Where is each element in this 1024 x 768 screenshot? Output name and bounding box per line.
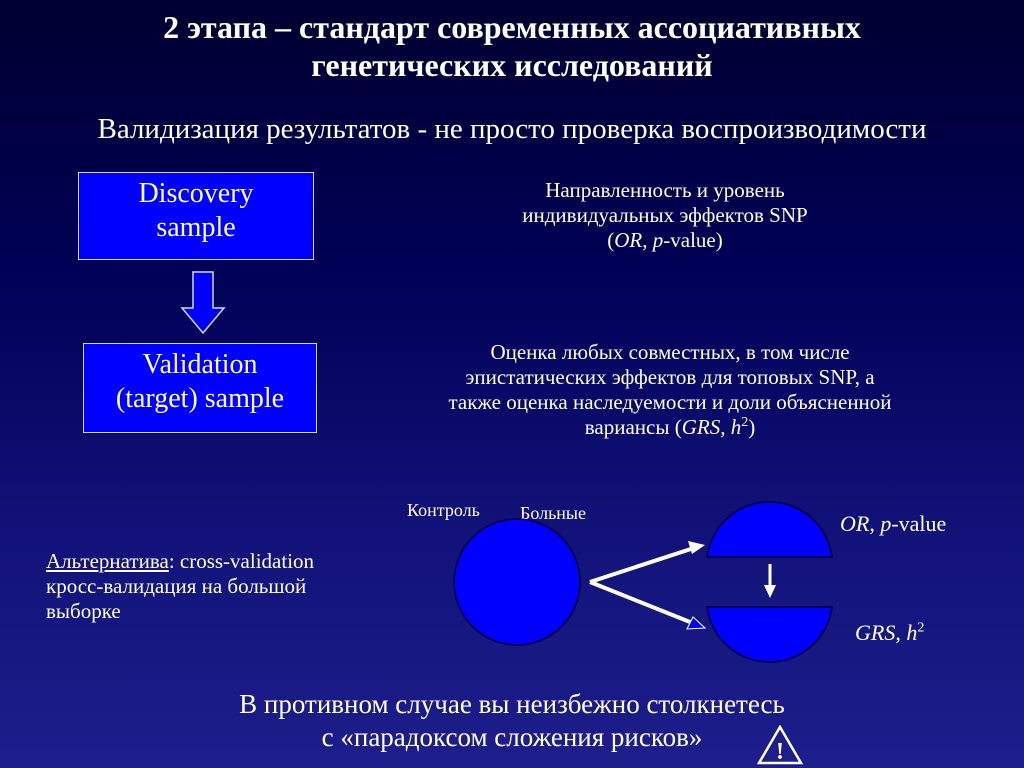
bottom-sup: 2 <box>917 620 925 636</box>
or-italic: OR <box>614 228 643 252</box>
title-line-2: генетических исследований <box>311 47 713 83</box>
validation-line-1: Validation <box>142 349 258 380</box>
alternative-line-1 <box>46 549 426 574</box>
joint-line-3: также оценка наследуемости и доли объясненной <box>448 390 892 414</box>
control-label: Контроль <box>407 500 480 520</box>
effects-line-1: Направленность и уровень <box>545 178 785 202</box>
bottom-half-circle <box>707 607 832 662</box>
discovery-sample-box <box>78 172 314 260</box>
joint-prefix: вариансы ( <box>584 415 682 439</box>
joint-line-2: эпистатических эффектов для топовых SNP, а <box>465 365 875 389</box>
subtitle: Валидизация результатов - не просто проверка воспроизводимости <box>97 113 927 145</box>
alternative-rest: : cross-validation <box>168 549 315 573</box>
arrow-to-bottom <box>590 582 700 626</box>
top-p: p <box>880 511 892 536</box>
full-sample-circle <box>454 519 580 645</box>
top-half-circle <box>707 502 832 557</box>
discovery-line-1: Discovery <box>138 178 254 209</box>
bottom-line-2: с «парадоксом сложения рисков» <box>321 722 703 752</box>
effects-line-2: индивидуальных эффектов SNP <box>522 203 808 227</box>
joint-line-4 <box>355 415 985 440</box>
top-or: OR <box>840 511 870 536</box>
down-arrow-icon <box>180 270 226 336</box>
down-arrowhead-small <box>764 585 776 598</box>
joint-close: ) <box>748 415 756 439</box>
joint-line-1: Оценка любых совместных, в том числе <box>490 340 850 364</box>
joint-effects-text <box>355 340 985 440</box>
alternative-line-2: кросс-валидация на большой <box>46 574 307 598</box>
arrowhead-top <box>688 541 705 554</box>
value-text: -value <box>663 228 716 252</box>
grs-italic: GRS, h <box>681 415 742 439</box>
split-diagram <box>440 490 850 680</box>
bottom-result-label <box>855 620 924 646</box>
warning-glyph: ! <box>776 739 784 765</box>
page-title <box>0 8 1024 84</box>
bottom-grs: GRS, h <box>855 620 918 645</box>
top-value: -value <box>891 511 947 536</box>
bottom-line-1: В противном случае вы неизбежно столкнетесь <box>239 689 785 719</box>
bottom-statement <box>0 688 1024 754</box>
p-italic: p <box>652 228 664 252</box>
arrowhead-bottom <box>687 617 705 629</box>
validation-line-2: (target) sample <box>115 383 285 414</box>
top-result-label: OR, p-value <box>840 511 947 536</box>
cases-label: Больные <box>520 503 587 523</box>
alternative-text <box>46 549 426 624</box>
alternative-label: Альтернатива <box>46 549 169 573</box>
arrow-to-top <box>590 546 700 582</box>
effects-line-3: (OR, p-value) <box>607 228 723 252</box>
validation-sample-box <box>83 343 317 433</box>
warning-icon <box>757 725 803 765</box>
alternative-line-3: выборке <box>46 599 121 623</box>
h2-sup: 2 <box>741 415 749 430</box>
effects-text <box>400 178 930 253</box>
title-line-1: 2 этапа – стандарт современных ассоциативных <box>163 9 861 45</box>
discovery-line-2: sample <box>156 212 236 243</box>
